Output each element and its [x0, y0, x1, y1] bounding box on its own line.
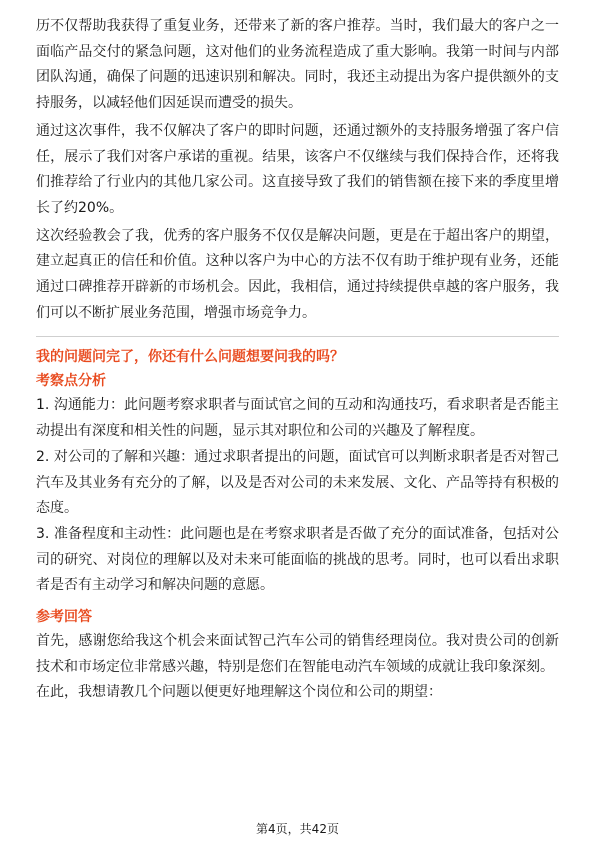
interview-question: 我的问题问完了，你还有什么问题想要问我的吗？ — [36, 349, 344, 366]
analysis-heading: 考察点分析 — [36, 373, 106, 390]
body-paragraph: 历不仅帮助我获得了重复业务，还带来了新的客户推荐。当时，我们最大的客户之一面临产品交付的紧急问题，这对他们的业务流程造成了重大影响。我第一时间与内部团队沟通，确保了问题的迅速识别和解决。同时，我还主动提出为客户提供额外的支持服务，以减轻他们因延误而遭受的损失。 — [36, 18, 559, 112]
document-page — [36, 14, 559, 706]
page-number-footer: 第4页，共42页 — [256, 822, 339, 836]
reference-answer-paragraph: 首先，感谢您给我这个机会来面试智己汽车公司的销售经理岗位。我对贵公司的创新技术和市场定位非常感兴趣，特别是您们在智能电动汽车领域的成就让我印象深刻。 — [36, 633, 559, 675]
body-paragraph: 通过这次事件，我不仅解决了客户的即时问题，还通过额外的支持服务增强了客户信任，展示了我们对客户承诺的重视。结果，该客户不仅继续与我们保持合作，还将我们推荐给了行业内的其他几家公司。这直接导致了我们的销售额在接下来的季度里增长了约20%。 — [36, 122, 559, 216]
analysis-item: 2. 对公司的了解和兴趣：通过求职者提出的问题，面试官可以判断求职者是否对智己汽车及其业务有充分的了解，以及是否对公司的未来发展、文化、产品等持有积极的态度。 — [36, 448, 559, 517]
analysis-item: 3. 准备程度和主动性：此问题也是在考察求职者是否做了充分的面试准备，包括对公司的研究、对岗位的理解以及对未来可能面临的挑战的思考。同时，也可以看出求职者是否有主动学习和解决问题的意愿。 — [36, 525, 559, 594]
section-divider — [36, 336, 559, 337]
reference-answer-paragraph: 在此，我想请教几个问题以便更好地理解这个岗位和公司的期望： — [36, 684, 442, 701]
body-paragraph: 这次经验教会了我，优秀的客户服务不仅仅是解决问题，更是在于超出客户的期望，建立起真正的信任和价值。这种以客户为中心的方法不仅有助于维护现有业务，还能通过口碑推荐开辟新的市场机会。因此，我相信，通过持续提供卓越的客户服务，我们可以不断扩展业务范围，增强市场竞争力。 — [36, 227, 559, 321]
analysis-item: 1. 沟通能力：此问题考察求职者与面试官之间的互动和沟通技巧，看求职者是否能主动提出有深度和相关性的问题，显示其对职位和公司的兴趣及了解程度。 — [36, 397, 559, 440]
reference-answer-heading: 参考回答 — [36, 609, 92, 626]
